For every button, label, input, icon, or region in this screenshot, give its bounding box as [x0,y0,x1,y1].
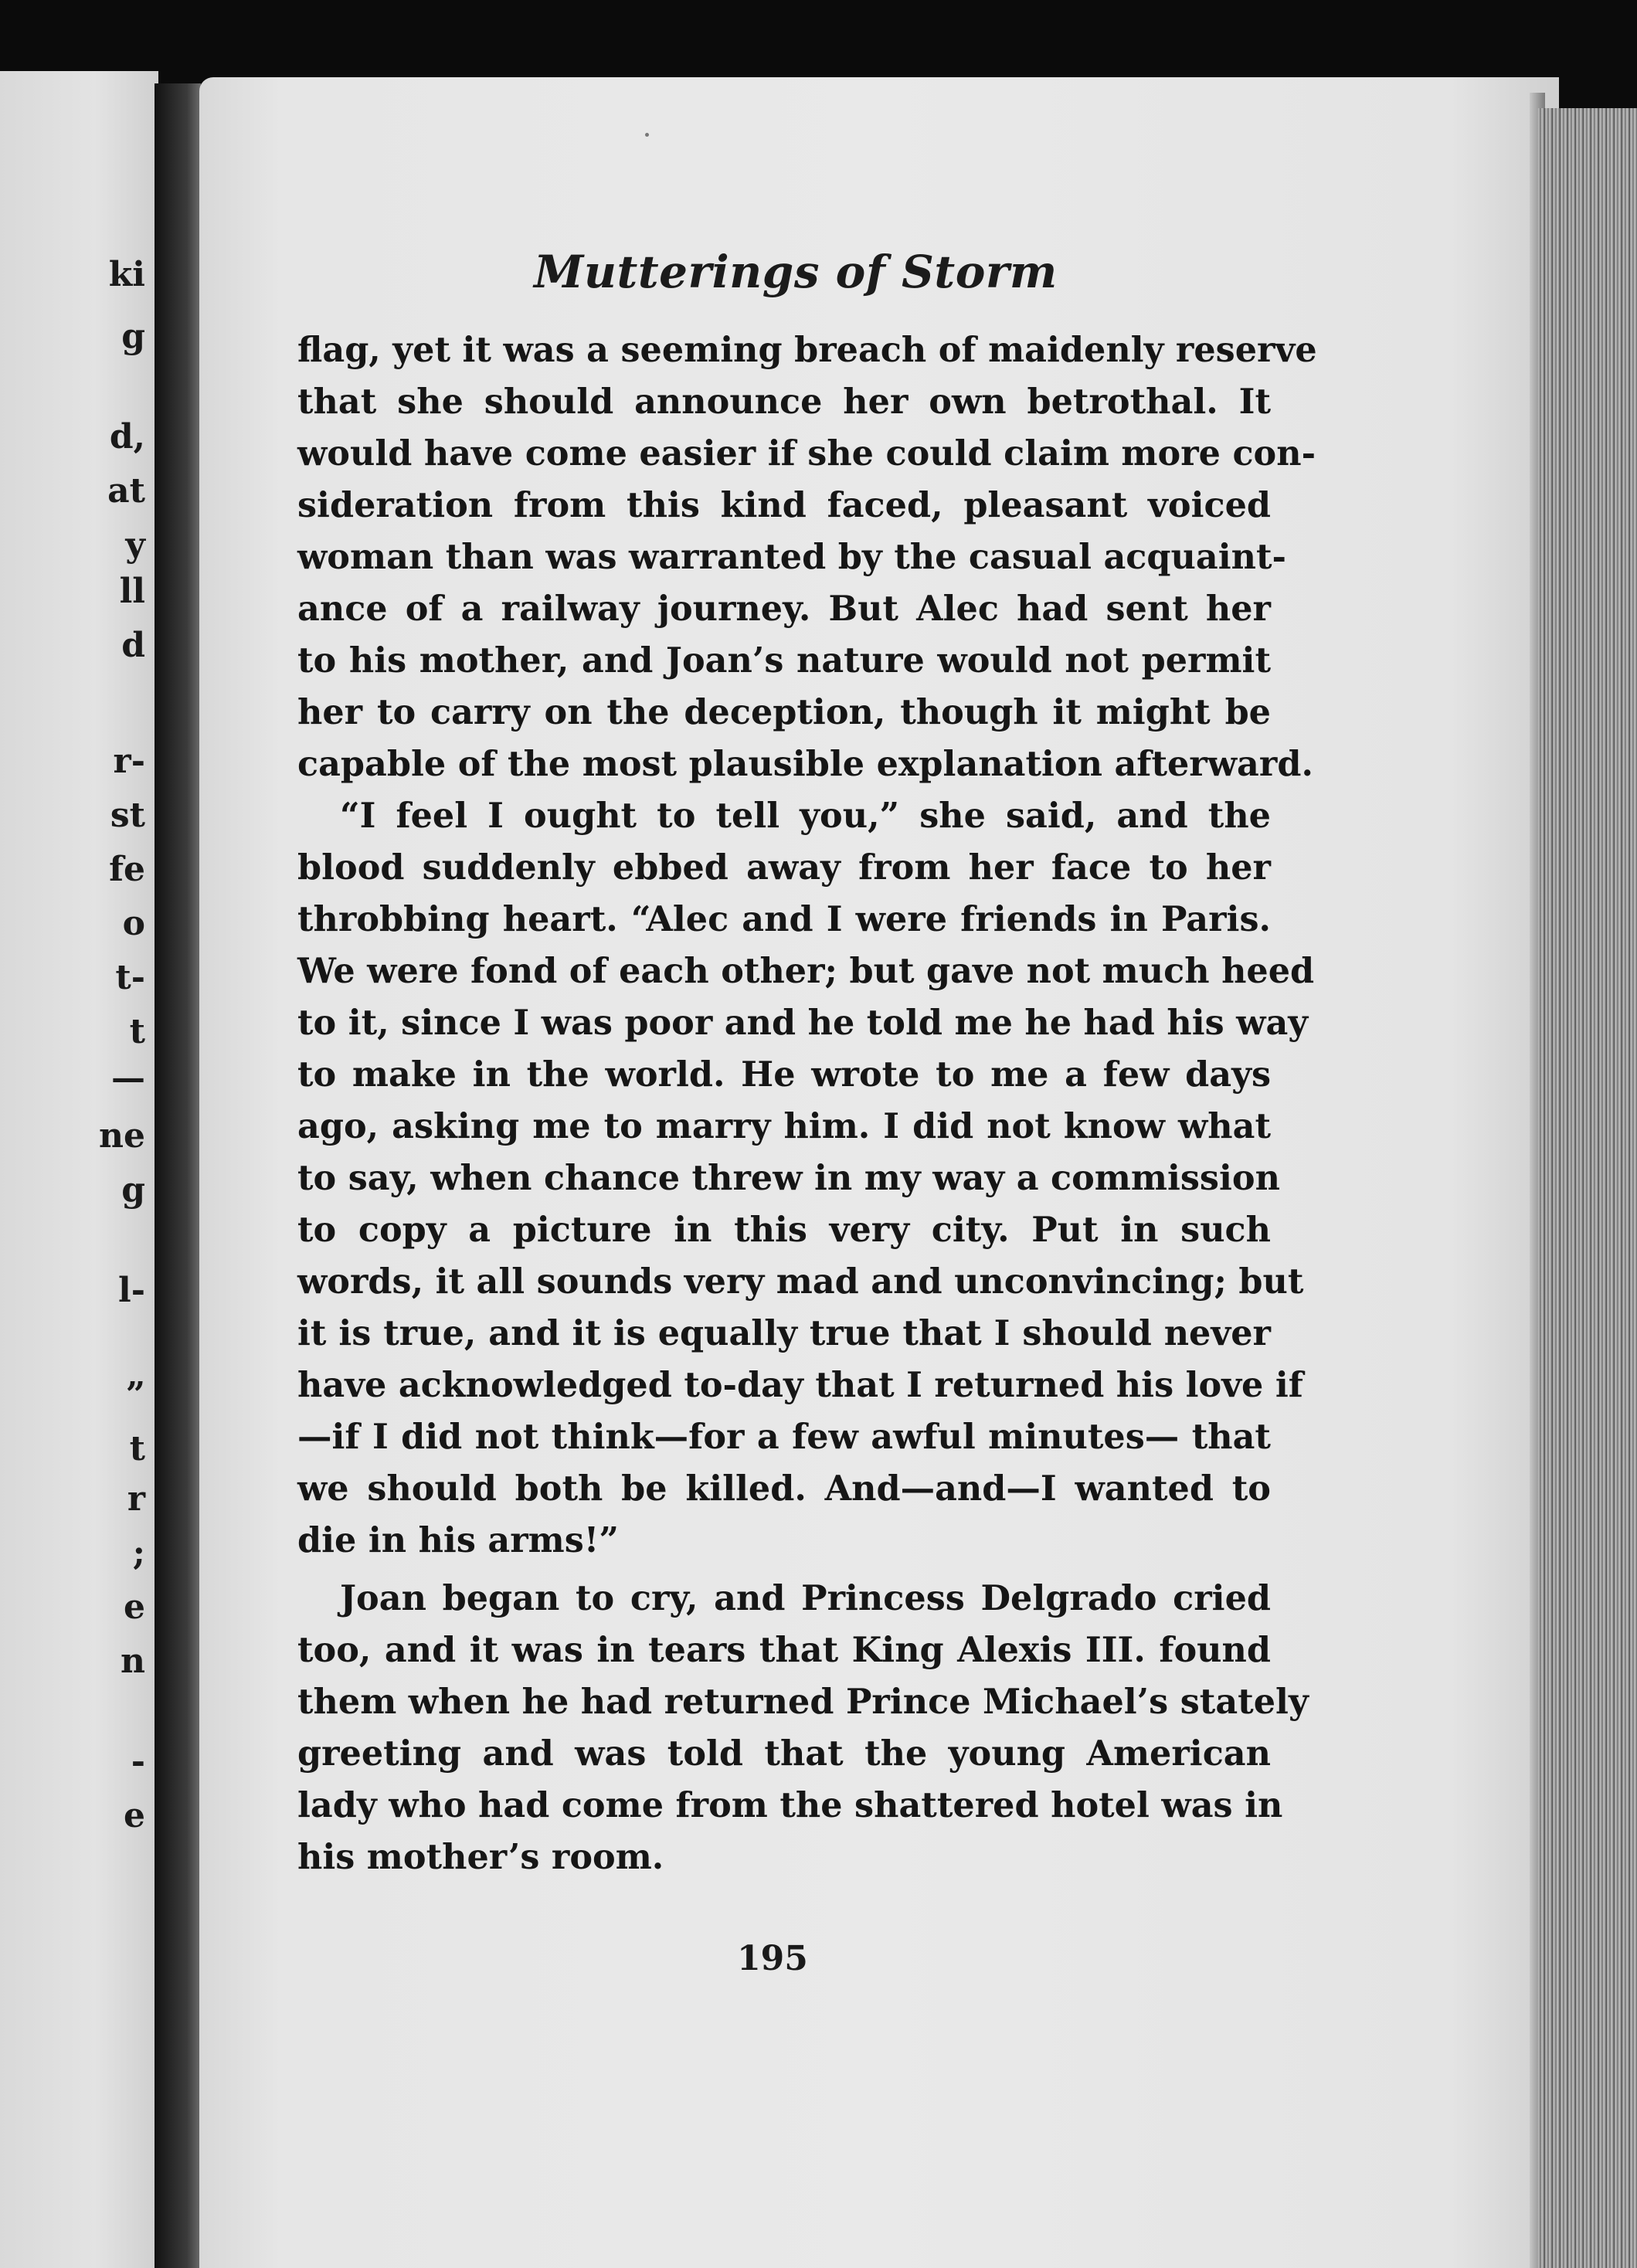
previous-page-fragment: g [121,1170,145,1210]
previous-page-fragment: e [124,1796,145,1835]
previous-page-fragment: ; [132,1533,145,1573]
text-line: to make in the world. He wrote to me a few days [297,1054,1271,1095]
text-line: “I feel I ought to tell you,” she said, and the [340,796,1271,836]
running-head: Mutterings of Storm [534,246,1058,298]
text-line: too, and it was in tears that King Alexis III. found [297,1630,1271,1670]
previous-page-fragment: g [121,317,145,356]
page-number: 195 [737,1939,808,1978]
previous-page-fragment: t- [115,958,145,997]
text-line: flag, yet it was a seeming breach of maidenly reserve [297,330,1317,370]
previous-page-fragment: ll [119,572,145,611]
text-line: would have come easier if she could claim more con- [297,433,1316,474]
paragraph-2 [297,790,1315,1567]
text-line: it is true, and it is equally true that I should never [297,1313,1271,1353]
previous-page-fragment: d, [109,417,145,457]
previous-page-fragment: y [125,525,145,565]
previous-page-fragment: — [111,1058,145,1098]
text-line: them when he had returned Prince Michael’s stately [297,1682,1309,1722]
text-line: blood suddenly ebbed away from her face to her [297,847,1271,888]
previous-page-fragment: r- [113,742,145,781]
previous-page-fragment: fe [109,850,145,889]
previous-page-edge [0,71,158,2268]
text-line: die in his arms!” [297,1520,619,1560]
text-line: —if I did not think—for a few awful minutes— that [297,1417,1271,1457]
text-line: woman than was warranted by the casual acquaint- [297,537,1286,577]
text-line: to his mother, and Joan’s nature would not permit [297,640,1271,681]
text-line: to say, when chance threw in my way a commission [297,1158,1280,1198]
text-line: ago, asking me to marry him. I did not know what [297,1106,1271,1146]
previous-page-fragment: t [129,1012,145,1051]
paragraph-3 [297,1573,1309,1883]
text-line: capable of the most plausible explanation afterward. [297,744,1313,784]
text-line: greeting and was told that the young American [297,1733,1271,1774]
stacked-page-edges [1537,108,1637,2268]
previous-page-fragment: at [107,471,145,511]
text-line: Joan began to cry, and Princess Delgrado cried [340,1578,1271,1618]
text-line: have acknowledged to-day that I returned his love if [297,1365,1303,1405]
previous-page-fragment: ki [108,255,145,294]
text-line: to it, since I was poor and he told me he had his way [297,1003,1309,1043]
previous-page-fragment: n [121,1642,145,1681]
previous-page-fragment: st [110,796,145,835]
text-line: his mother’s room. [297,1837,664,1877]
previous-page-fragment: t [129,1429,145,1468]
text-line: sideration from this kind faced, pleasant voiced [297,485,1271,525]
text-line: We were fond of each other; but gave not much heed [297,951,1315,991]
book-gutter [155,83,201,2268]
text-line: lady who had come from the shattered hotel was in [297,1785,1283,1825]
previous-page-fragment: - [131,1742,145,1781]
text-line: we should both be killed. And—and—I wanted to [297,1468,1271,1509]
previous-page-fragment: ” [125,1375,145,1414]
paragraph-1 [297,324,1317,790]
previous-page-fragment: l- [118,1271,145,1310]
previous-page-fragment: e [124,1587,145,1627]
text-line: her to carry on the deception, though it might be [297,692,1271,732]
text-line: ance of a railway journey. But Alec had sent her [297,589,1271,629]
text-line: that she should announce her own betrothal. It [297,382,1271,422]
text-line: throbbing heart. “Alec and I were friends in Paris. [297,899,1271,939]
previous-page-fragment: d [121,626,145,665]
previous-page-fragment: r [127,1479,145,1519]
text-line: words, it all sounds very mad and unconvincing; but [297,1261,1304,1302]
previous-page-fragment: o [122,904,145,943]
paper-speck [645,133,649,137]
text-line: to copy a picture in this very city. Put in such [297,1210,1271,1250]
previous-page-text-fragments [0,71,155,2268]
previous-page-fragment: ne [99,1116,145,1156]
